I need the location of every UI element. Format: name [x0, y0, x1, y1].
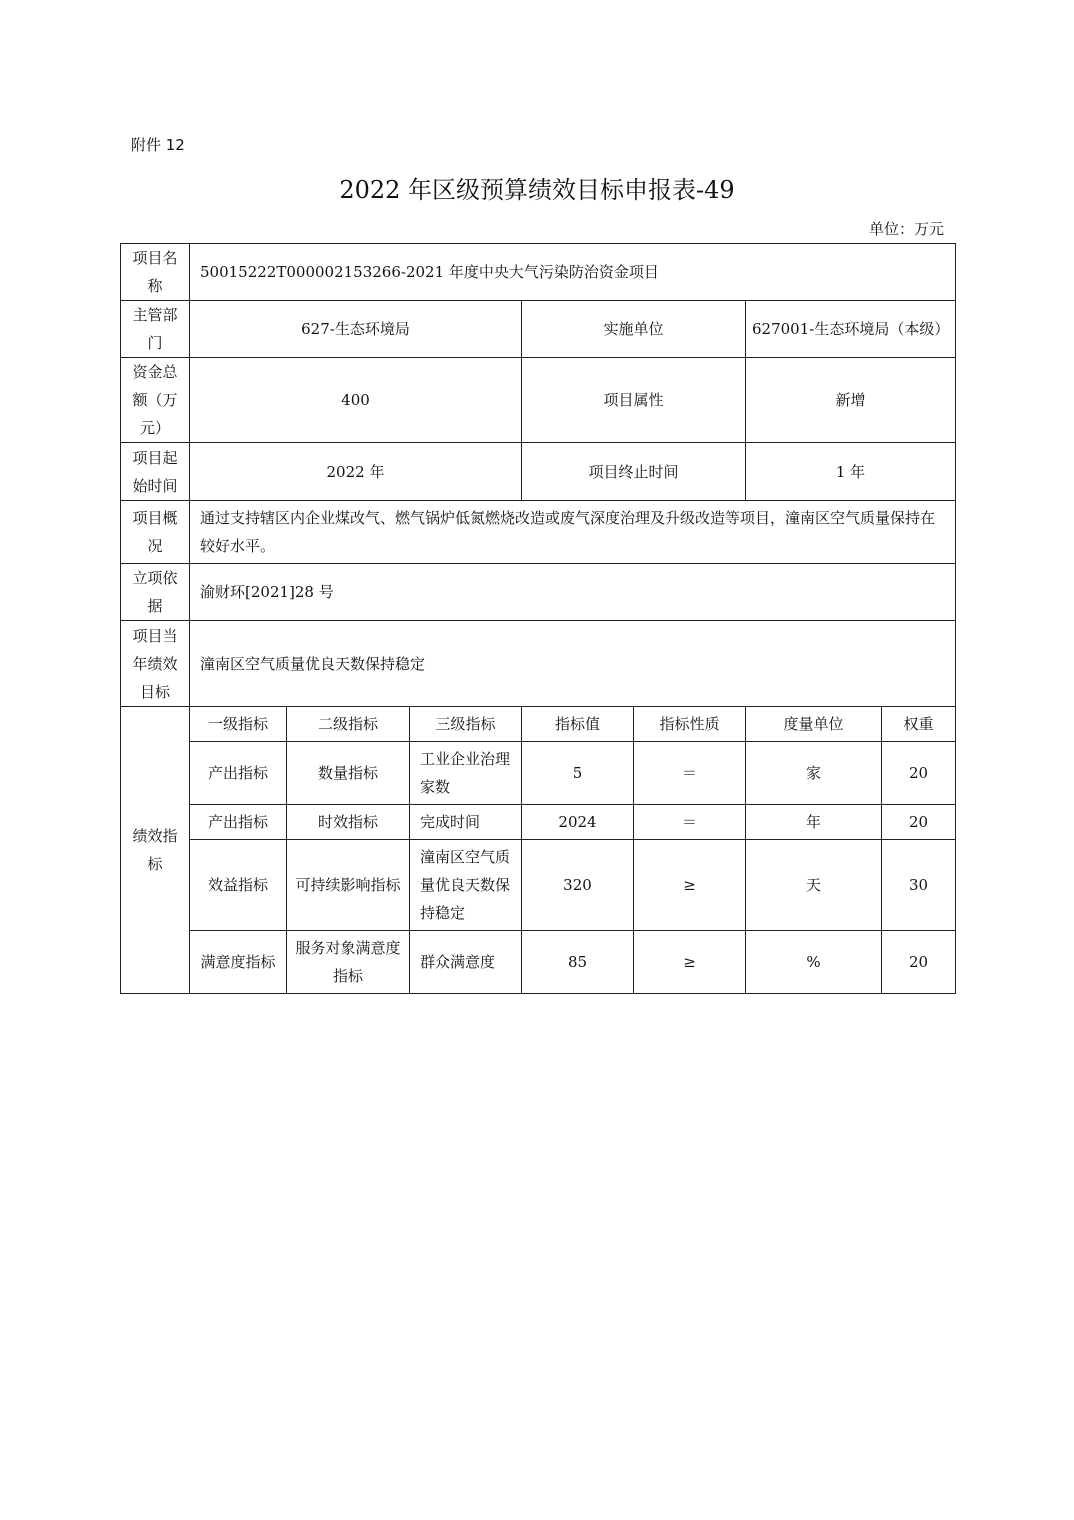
indicator-weight: 20 [882, 805, 956, 840]
page-title: 2022 年区级预算绩效目标申报表-49 [339, 176, 735, 204]
indicator-unit: 天 [746, 840, 882, 931]
project-attr-value: 新增 [746, 358, 956, 443]
header-level3: 三级指标 [410, 707, 522, 742]
row-start-time [121, 443, 956, 501]
goal-label: 项目当年绩效目标 [121, 621, 190, 707]
indicator-level1: 产出指标 [190, 805, 287, 840]
indicator-level3: 完成时间 [410, 805, 522, 840]
start-time-value: 2022 年 [190, 443, 522, 501]
budget-form-table [120, 243, 956, 994]
indicator-weight: 30 [882, 840, 956, 931]
indicator-level3: 工业企业治理家数 [410, 742, 522, 805]
indicator-value: 85 [522, 931, 634, 994]
indicator-value: 320 [522, 840, 634, 931]
row-overview [121, 501, 956, 564]
row-goal [121, 621, 956, 707]
impl-unit-value: 627001-生态环境局（本级） [746, 301, 956, 358]
table-row [121, 742, 956, 805]
table-row [121, 931, 956, 994]
indicator-nature: ＝ [634, 742, 746, 805]
department-value: 627-生态环境局 [190, 301, 522, 358]
header-level2: 二级指标 [287, 707, 410, 742]
start-time-label: 项目起始时间 [121, 443, 190, 501]
impl-unit-label: 实施单位 [522, 301, 746, 358]
goal-value: 潼南区空气质量优良天数保持稳定 [190, 621, 956, 707]
indicator-value: 2024 [522, 805, 634, 840]
indicator-level2: 可持续影响指标 [287, 840, 410, 931]
table-row [121, 805, 956, 840]
indicator-level1: 效益指标 [190, 840, 287, 931]
end-time-value: 1 年 [746, 443, 956, 501]
unit-label: 单位：万元 [868, 220, 944, 238]
indicator-unit: 家 [746, 742, 882, 805]
row-department [121, 301, 956, 358]
indicator-nature: ＝ [634, 805, 746, 840]
indicator-header-row [121, 707, 956, 742]
indicator-unit: % [746, 931, 882, 994]
department-label: 主管部门 [121, 301, 190, 358]
row-funds [121, 358, 956, 443]
funds-value: 400 [190, 358, 522, 443]
indicator-unit: 年 [746, 805, 882, 840]
header-weight: 权重 [882, 707, 956, 742]
indicator-weight: 20 [882, 931, 956, 994]
header-unit: 度量单位 [746, 707, 882, 742]
header-level1: 一级指标 [190, 707, 287, 742]
row-basis [121, 564, 956, 621]
indicators-label: 绩效指标 [121, 707, 190, 994]
indicator-nature: ≥ [634, 931, 746, 994]
indicator-level1: 产出指标 [190, 742, 287, 805]
indicator-level2: 服务对象满意度指标 [287, 931, 410, 994]
header-nature: 指标性质 [634, 707, 746, 742]
indicator-level1: 满意度指标 [190, 931, 287, 994]
overview-value: 通过支持辖区内企业煤改气、燃气锅炉低氮燃烧改造或废气深度治理及升级改造等项目，潼南区空气质量保持在较好水平。 [190, 501, 956, 564]
project-attr-label: 项目属性 [522, 358, 746, 443]
indicator-nature: ≥ [634, 840, 746, 931]
indicator-level3: 潼南区空气质量优良天数保持稳定 [410, 840, 522, 931]
indicator-weight: 20 [882, 742, 956, 805]
table-row [121, 840, 956, 931]
overview-label: 项目概况 [121, 501, 190, 564]
project-name-label: 项目名称 [121, 244, 190, 301]
project-name-value: 50015222T000002153266-2021 年度中央大气污染防治资金项目 [190, 244, 956, 301]
header-value: 指标值 [522, 707, 634, 742]
indicator-level3: 群众满意度 [410, 931, 522, 994]
row-project-name [121, 244, 956, 301]
funds-label: 资金总额（万元） [121, 358, 190, 443]
end-time-label: 项目终止时间 [522, 443, 746, 501]
attachment-label: 附件 12 [131, 136, 185, 154]
basis-label: 立项依据 [121, 564, 190, 621]
indicator-level2: 数量指标 [287, 742, 410, 805]
indicator-value: 5 [522, 742, 634, 805]
basis-value: 渝财环[2021]28 号 [190, 564, 956, 621]
indicator-level2: 时效指标 [287, 805, 410, 840]
